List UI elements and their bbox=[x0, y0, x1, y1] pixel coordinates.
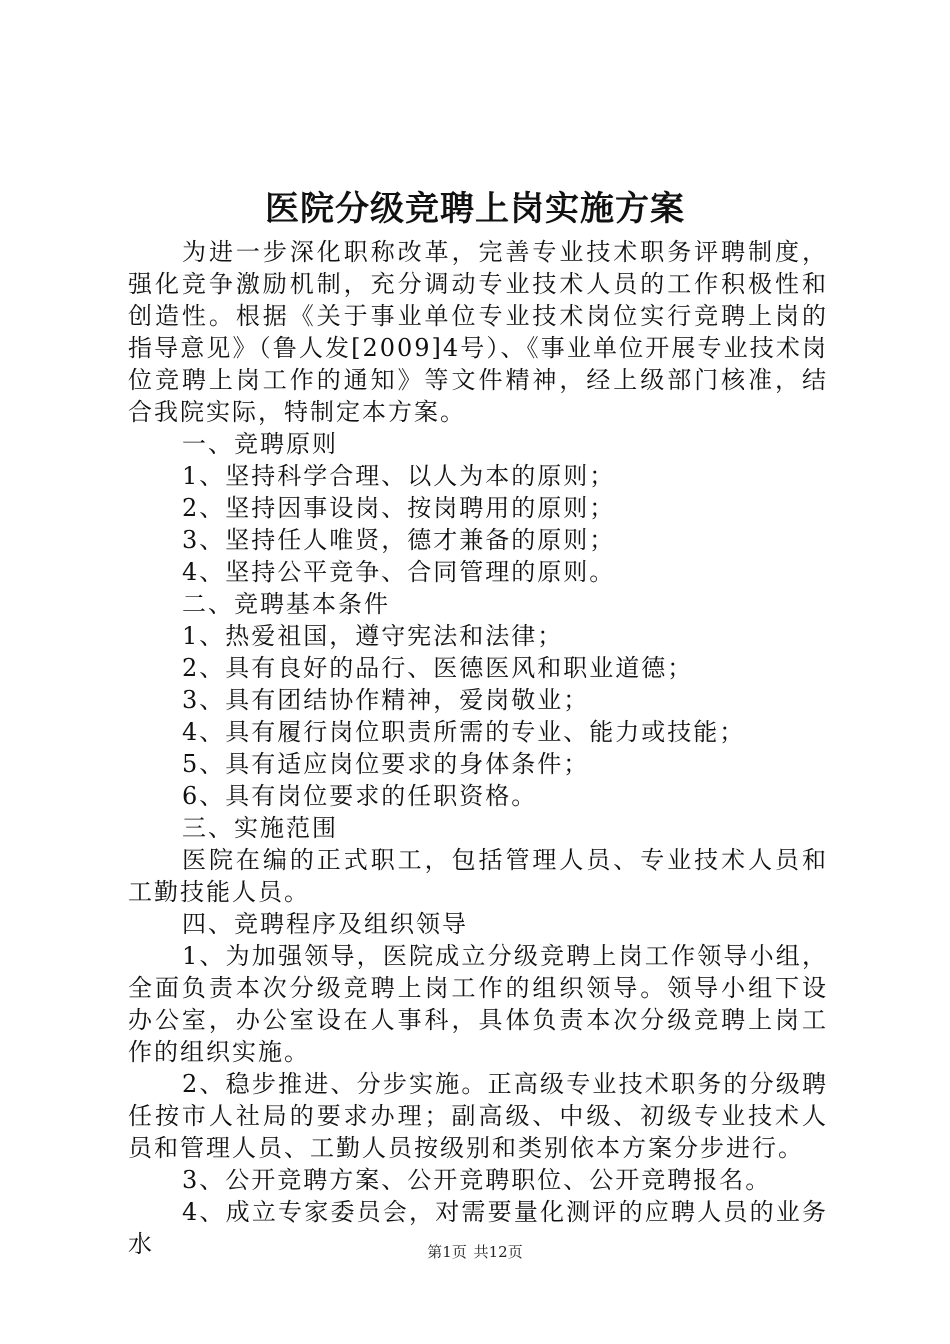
page-total: 共12页 bbox=[473, 1243, 523, 1261]
document-body bbox=[128, 236, 828, 1260]
page-footer bbox=[0, 1241, 950, 1263]
section-heading-procedure: 四、竞聘程序及组织领导 bbox=[182, 910, 468, 938]
condition-item: 2、具有良好的品行、医德医风和职业道德； bbox=[182, 654, 694, 682]
principle-item: 1、坚持科学合理、以人为本的原则； bbox=[182, 462, 616, 490]
condition-item: 1、热爱祖国，遵守宪法和法律； bbox=[182, 622, 564, 650]
principle-item: 2、坚持因事设岗、按岗聘用的原则； bbox=[182, 494, 616, 522]
condition-item: 4、具有履行岗位职责所需的专业、能力或技能； bbox=[182, 718, 746, 746]
procedure-item: 1、为加强领导，医院成立分级竞聘上岗工作领导小组，全面负责本次分级竞聘上岗工作的组织领导。领导小组下设办公室，办公室设在人事科，具体负责本次分级竞聘上岗工作的组织实施。 bbox=[128, 942, 828, 1066]
procedure-item: 3、公开竞聘方案、公开竞聘职位、公开竞聘报名。 bbox=[182, 1166, 772, 1194]
scope-paragraph: 医院在编的正式职工，包括管理人员、专业技术人员和工勤技能人员。 bbox=[128, 846, 828, 906]
procedure-item: 2、稳步推进、分步实施。正高级专业技术职务的分级聘任按市人社局的要求办理；副高级、中级、初级专业技术人员和管理人员、工勤人员按级别和类别依本方案分步进行。 bbox=[128, 1070, 828, 1162]
section-heading-principles: 一、竞聘原则 bbox=[182, 430, 338, 458]
condition-item: 5、具有适应岗位要求的身体条件； bbox=[182, 750, 590, 778]
document-title: 医院分级竞聘上岗实施方案 bbox=[265, 189, 685, 229]
section-heading-scope: 三、实施范围 bbox=[182, 814, 338, 842]
procedure-item: 4、成立专家委员会，对需要量化测评的应聘人员的业务水 bbox=[128, 1198, 828, 1258]
intro-paragraph: 为进一步深化职称改革，完善专业技术职务评聘制度，强化竞争激励机制，充分调动专业技术人员的工作积极性和创造性。根据《关于事业单位专业技术岗位实行竞聘上岗的指导意见》（鲁人发[2009]4号）、《事业单位开展专业技术岗位竞聘上岗工作的通知》等文件精神，经上级部门核准，结合我院实际，特制定本方案。 bbox=[128, 238, 828, 426]
principle-item: 4、坚持公平竞争、合同管理的原则。 bbox=[182, 558, 616, 586]
section-heading-conditions: 二、竞聘基本条件 bbox=[182, 590, 390, 618]
condition-item: 6、具有岗位要求的任职资格。 bbox=[182, 782, 538, 810]
page-number: 第1页 bbox=[427, 1243, 467, 1261]
condition-item: 3、具有团结协作精神，爱岗敬业； bbox=[182, 686, 590, 714]
principle-item: 3、坚持任人唯贤，德才兼备的原则； bbox=[182, 526, 616, 554]
